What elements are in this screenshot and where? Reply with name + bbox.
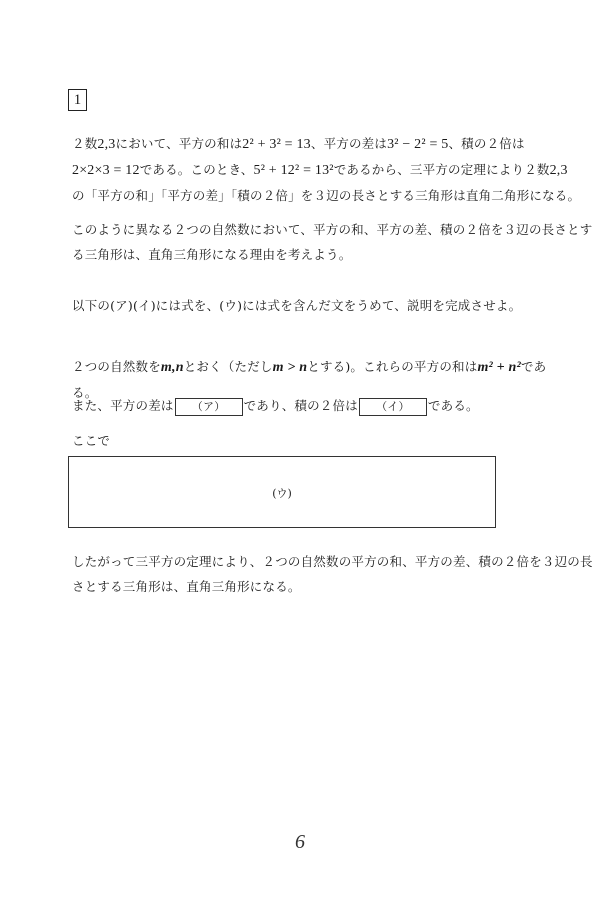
difference-of-squares-equation: 3² − 2² = 5 [387,137,449,152]
setup-text: とおく（ただし [183,359,273,374]
variable-names: m,n [160,360,184,375]
conclusion-line-1: したがって三平方の定理により、２つの自然数の平方の和、平方の差、積の２倍を３辺の長 [72,554,593,569]
answer-blank-i[interactable]: （イ） [359,398,427,416]
inequality-condition: m > n [272,360,308,375]
conclusion-line-2: さとする三角形は、直角三角形になる。 [72,579,301,594]
answer-box-u[interactable] [68,456,496,528]
page-number: 6 [295,831,305,853]
answer-box-label: (ウ) [272,487,292,500]
intro-text: において、平方の和は [115,136,243,151]
difference-text: であり、積の２倍は [243,398,358,413]
intro-text: である。このとき、 [139,162,254,177]
task-paragraph [72,217,593,267]
intro-paragraph [72,131,581,208]
intro-line-2 [72,157,568,183]
answer-blank-a[interactable]: （ア） [175,398,243,416]
intro-line-3: の「平方の和」「平方の差」「積の２倍」を３辺の長さとする三角形は直角二角形になる。 [72,188,581,203]
conclusion-paragraph [72,549,593,599]
setup-text: である。 [72,359,547,400]
difference-line [72,393,552,418]
task-line-1: このように異なる２つの自然数において、平方の和、平方の差、積の２倍を３辺の長さとす [72,222,593,237]
intro-numbers: 2,3 [97,137,116,152]
sum-of-squares-equation: 2² + 3² = 13 [242,137,311,152]
difference-text: また、平方の差は [72,398,174,413]
pythagorean-equation: 5² + 12² = 13² [253,163,334,178]
difference-text: である。 [427,398,479,413]
double-product-equation: 2×2×3 = 12 [72,163,140,178]
instruction-line: 以下の(ア)(イ)には式を、(ウ)には式を含んだ文をうめて、説明を完成させよ。 [72,298,522,313]
problem-number: 1 [68,89,87,111]
intro-numbers: 2,3 [549,163,568,178]
intro-text: 、積の２倍は [448,136,525,151]
setup-text: ２つの自然数を [72,359,161,374]
intro-text: であるから、三平方の定理により２数 [333,162,550,177]
intro-text: 、平方の差は [310,136,388,151]
intro-text: ２数 [72,136,98,151]
here-label: ここで [72,433,111,448]
intro-line-1 [72,131,552,157]
sum-of-squares-expression: m² + n² [477,360,521,375]
setup-text: とする)。これらの平方の和は [307,359,478,374]
task-line-2: る三角形は、直角三角形になる理由を考えよう。 [72,247,352,262]
